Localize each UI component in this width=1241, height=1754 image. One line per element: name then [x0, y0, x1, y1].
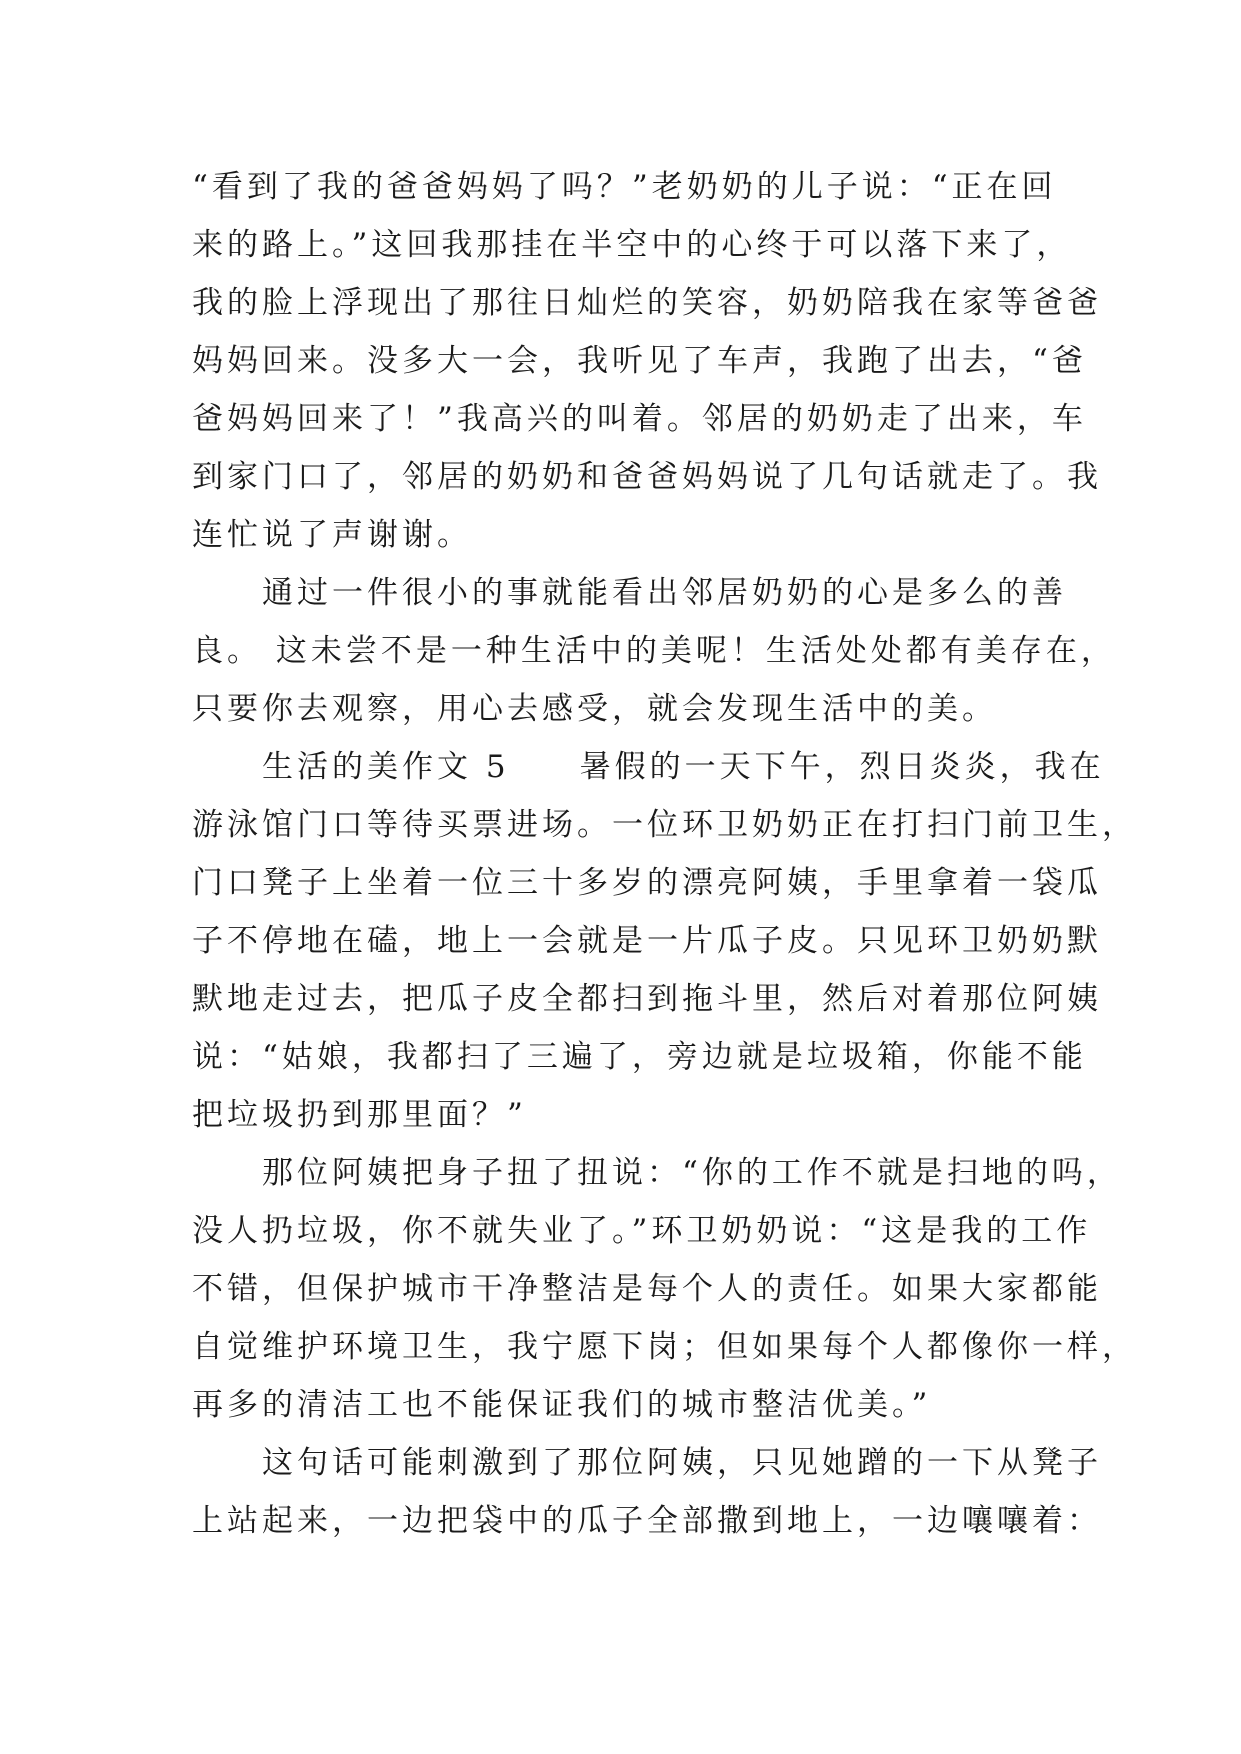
text-line: 上站起来，一边把袋中的瓜子全部撒到地上，一边嚷嚷着： [192, 1503, 1102, 1539]
text-line: 不错，但保护城市干净整洁是每个人的责任。如果大家都能 [192, 1271, 1102, 1307]
text-line: 门口凳子上坐着一位三十多岁的漂亮阿姨，手里拿着一袋瓜 [192, 865, 1102, 901]
text-line: 妈妈回来。没多大一会，我听见了车声，我跑了出去，“爸 [192, 343, 1087, 379]
text-line: 默地走过去，把瓜子皮全都扫到拖斗里，然后对着那位阿姨 [192, 981, 1102, 1017]
text-line: 说：“姑娘，我都扫了三遍了，旁边就是垃圾箱，你能不能 [192, 1039, 1087, 1075]
text-line: “看到了我的爸爸妈妈了吗？”老奶奶的儿子说：“正在回 [192, 169, 1057, 205]
text-line: 连忙说了声谢谢。 [192, 517, 472, 553]
text-line: 这句话可能刺激到了那位阿姨，只见她蹭的一下从凳子 [192, 1445, 1102, 1481]
text-line: 良。 这未尝不是一种生活中的美呢！生活处处都有美存在， [192, 633, 1116, 669]
text-line: 通过一件很小的事就能看出邻居奶奶的心是多么的善 [192, 575, 1067, 611]
document-body [192, 158, 1137, 1550]
text-line: 来的路上。”这回我那挂在半空中的心终于可以落下来了， [192, 227, 1072, 263]
text-line: 再多的清洁工也不能保证我们的城市整洁优美。” [192, 1387, 932, 1423]
text-line: 生活的美作文 5 暑假的一天下午，烈日炎炎，我在 [192, 749, 1105, 785]
text-line: 我的脸上浮现出了那往日灿烂的笑容，奶奶陪我在家等爸爸 [192, 285, 1102, 321]
text-line: 子不停地在磕，地上一会就是一片瓜子皮。只见环卫奶奶默 [192, 923, 1102, 959]
text-line: 把垃圾扔到那里面？” [192, 1097, 527, 1133]
text-line: 游泳馆门口等待买票进场。一位环卫奶奶正在打扫门前卫生， [192, 807, 1137, 843]
text-line: 那位阿姨把身子扭了扭说：“你的工作不就是扫地的吗， [192, 1155, 1122, 1191]
text-line: 自觉维护环境卫生，我宁愿下岗；但如果每个人都像你一样， [192, 1329, 1137, 1365]
text-line: 爸妈妈回来了！”我高兴的叫着。邻居的奶奶走了出来，车 [192, 401, 1087, 437]
text-line: 到家门口了，邻居的奶奶和爸爸妈妈说了几句话就走了。我 [192, 459, 1102, 495]
text-line: 只要你去观察，用心去感受，就会发现生活中的美。 [192, 691, 997, 727]
text-line: 没人扔垃圾，你不就失业了。”环卫奶奶说：“这是我的工作 [192, 1213, 1092, 1249]
